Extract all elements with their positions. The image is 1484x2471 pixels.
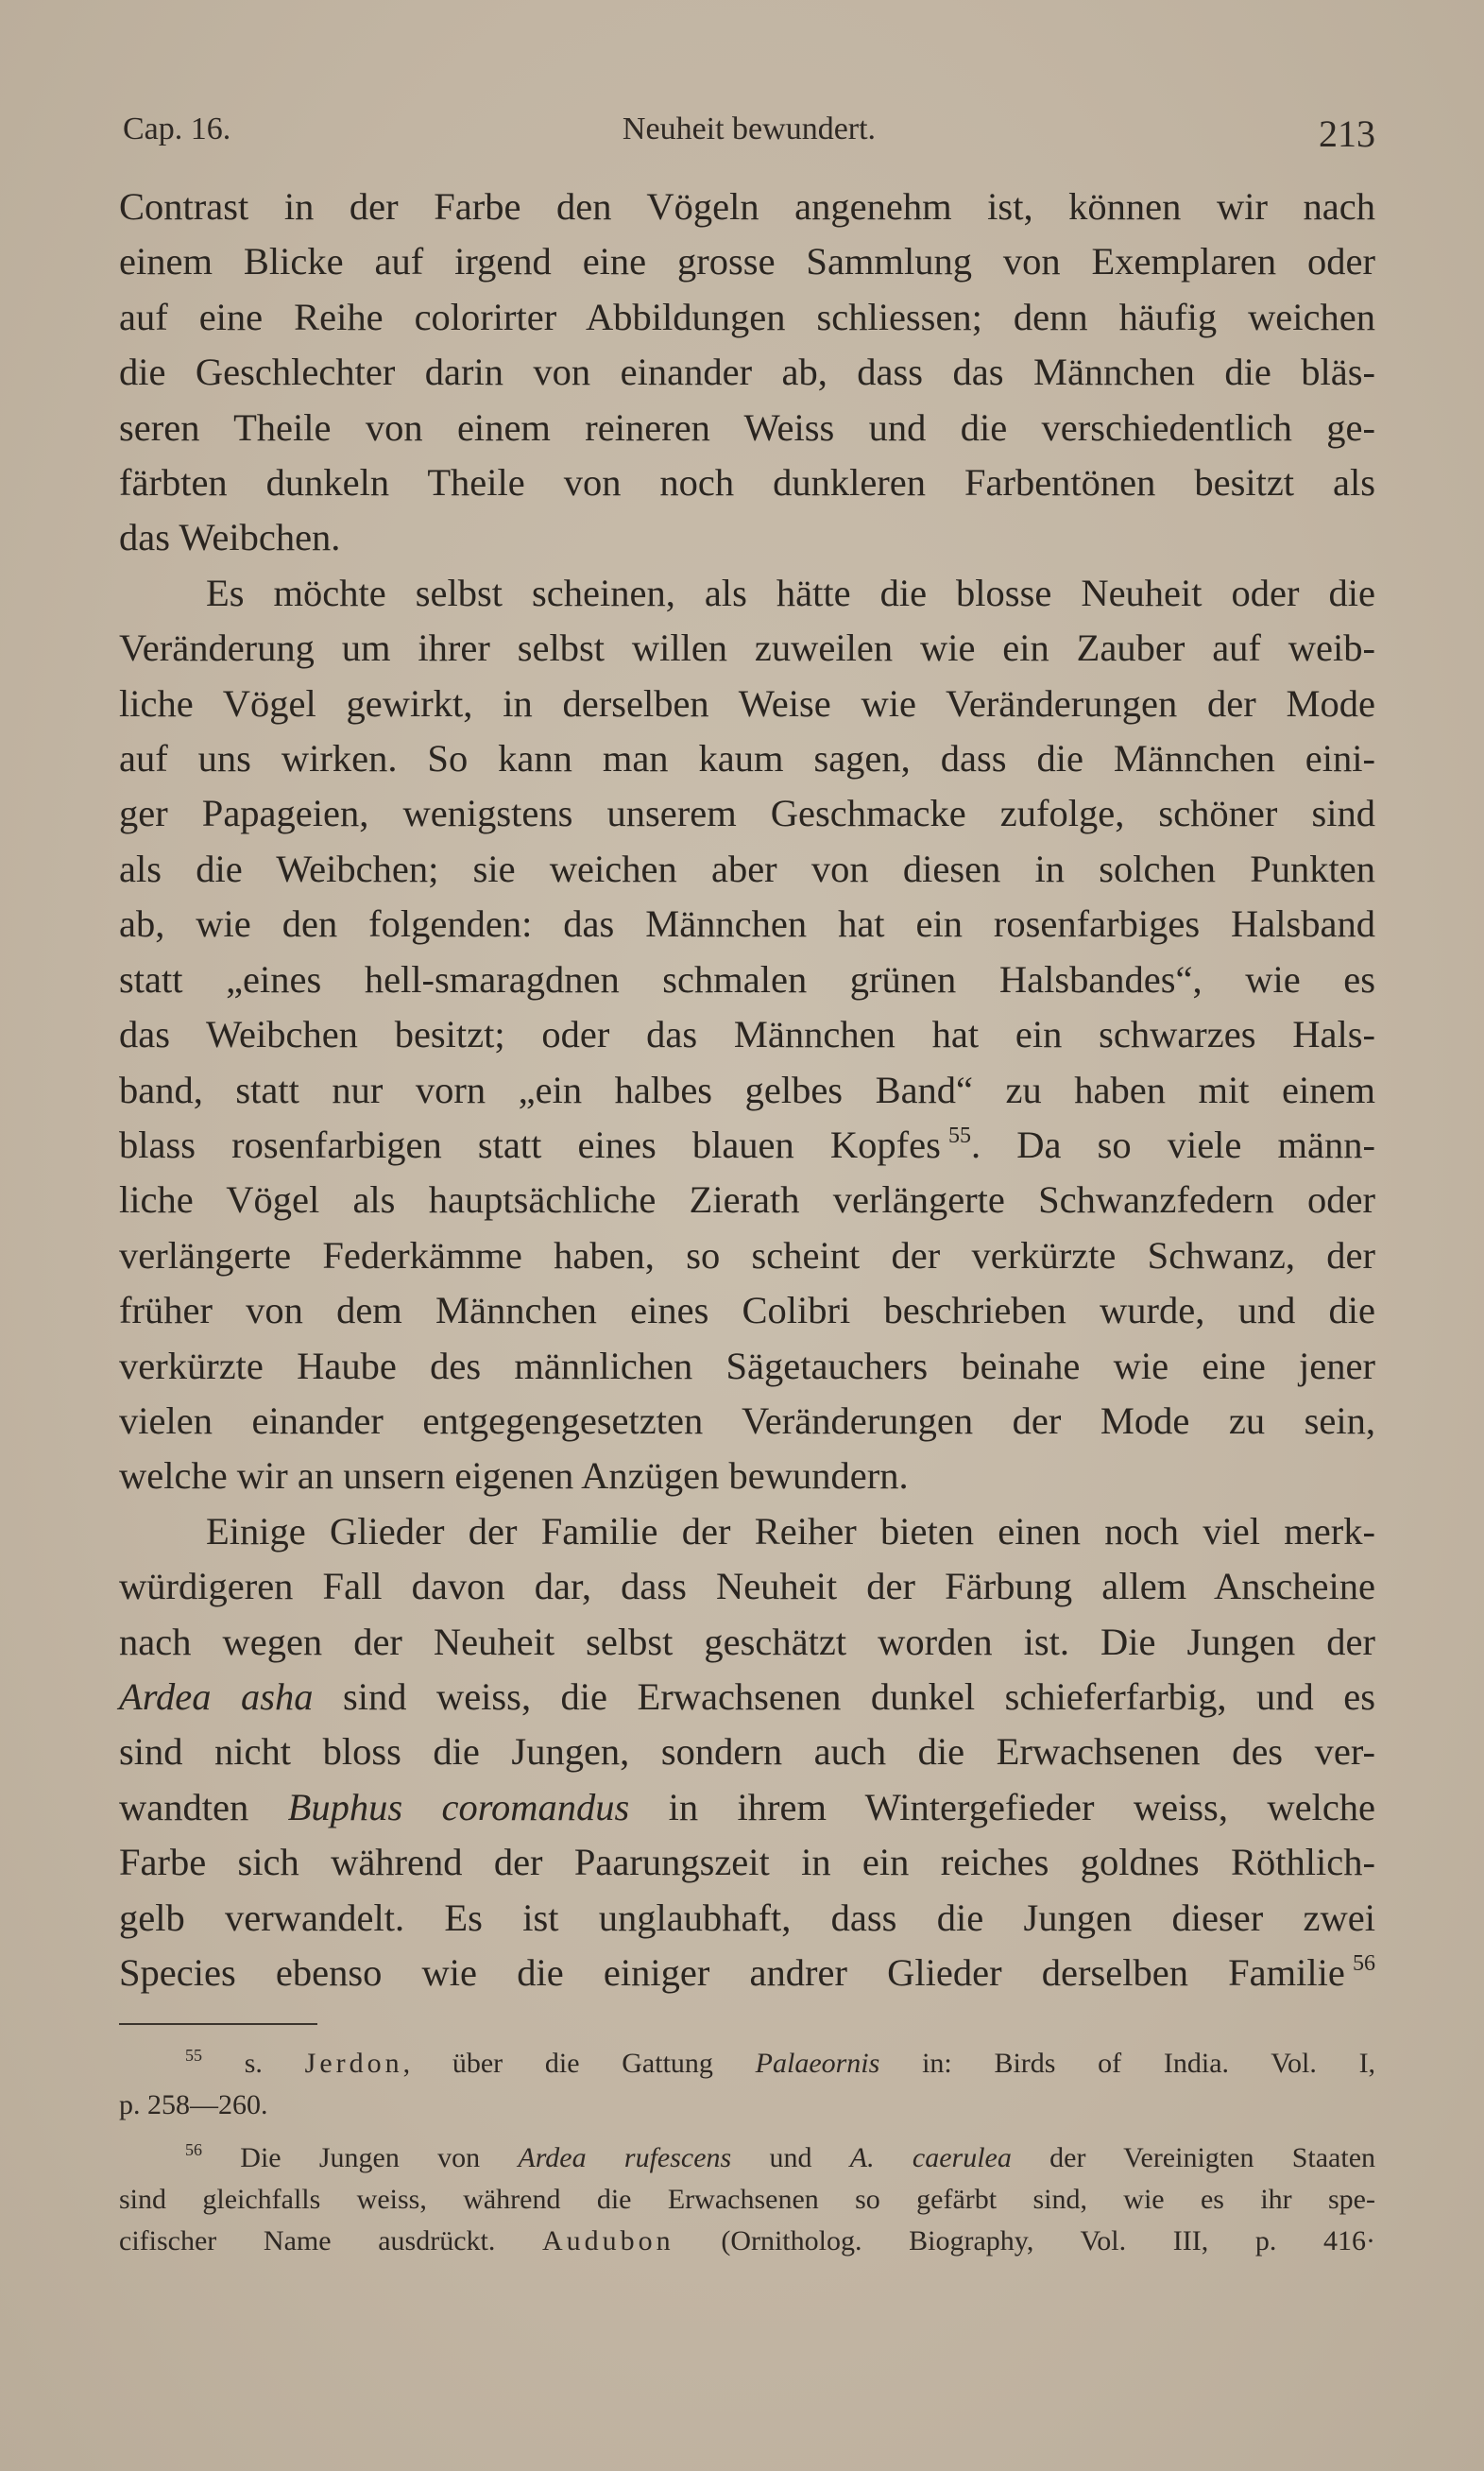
footnote-line: [119, 2221, 1375, 2262]
text-line-with-note: [119, 1946, 1375, 2000]
text-line: welche wir an unsern eigenen Anzügen bewundern.: [119, 1454, 909, 1498]
species-name: Ardea asha: [119, 1674, 314, 1718]
text-line: Veränderung um ihrer selbst willen zuweilen wie ein Zauber auf weib-: [119, 626, 1375, 670]
text-line: seren Theile von einem reineren Weiss und die verschiedentlich ge-: [119, 405, 1375, 449]
footnote-56: [119, 2137, 1375, 2262]
text-segment: wandten: [119, 1785, 249, 1828]
text-segment: (Ornitholog. Biography, Vol. III, p. 416·: [721, 2225, 1375, 2257]
footnote-marker: 56: [185, 2140, 202, 2159]
text-line: verkürzte Haube des männlichen Sägetauchers beinahe wie eine jener: [119, 1344, 1375, 1387]
footnote-line: [119, 2137, 1375, 2179]
text-line: früher von dem Männchen eines Colibri beschrieben wurde, und die: [119, 1289, 1375, 1332]
text-segment: , über die Gattung: [402, 2048, 713, 2079]
text-segment: Species ebenso wie die einiger andrer Glieder derselben Familie: [119, 1951, 1345, 1994]
footnote-marker: 55: [185, 2046, 202, 2065]
text-line: liche Vögel als hauptsächliche Zierath verlängerte Schwanzfedern oder: [119, 1178, 1375, 1222]
text-line-with-note: [119, 1118, 1375, 1173]
footnote-line: sind gleichfalls weiss, während die Erwachsenen so gefärbt sind, wie es ihr spe-: [119, 2184, 1375, 2215]
text-line: färbten dunkeln Theile von noch dunkleren Farbentönen besitzt als: [119, 461, 1375, 505]
text-segment: der Vereinigten Staaten: [1049, 2142, 1376, 2173]
footnote-55: [119, 2043, 1375, 2126]
main-text: [119, 180, 1375, 2000]
text-segment: blass rosenfarbigen statt eines blauen Kopfes: [119, 1123, 941, 1166]
text-line: ger Papageien, wenigstens unserem Geschmacke zufolge, schöner sind: [119, 792, 1375, 835]
running-header: [123, 112, 1375, 159]
genus-name: Palaeornis: [755, 2048, 880, 2079]
text-line: Einige Glieder der Familie der Reiher bieten einen noch viel merk-: [206, 1509, 1375, 1553]
paragraph-2: [119, 566, 1375, 1504]
footnote-divider: [119, 2023, 317, 2025]
text-line-with-species: [119, 1780, 1375, 1835]
paragraph-3: [119, 1504, 1375, 2001]
text-line: Contrast in der Farbe den Vögeln angenehm ist, können wir nach: [119, 185, 1375, 228]
text-line: nach wegen der Neuheit selbst geschätzt worden ist. Die Jungen der: [119, 1620, 1375, 1663]
text-line: auf uns wirken. So kann man kaum sagen, dass die Männchen eini-: [119, 737, 1375, 781]
species-name: Ardea rufescens: [518, 2142, 732, 2173]
text-segment: in ihrem Wintergefieder weiss, welche: [668, 1785, 1376, 1828]
chapter-label: Cap. 16.: [123, 112, 231, 146]
text-segment: . Da so viele männ-: [970, 1123, 1375, 1166]
text-line: statt „eines hell-smaragdnen schmalen grünen Halsbandes“, wie es: [119, 957, 1375, 1001]
footnote-line: p. 258—260.: [119, 2089, 268, 2120]
footnote-ref-55[interactable]: 55: [947, 1123, 971, 1148]
text-segment: sind weiss, die Erwachsenen dunkel schieferfarbig, und es: [342, 1674, 1376, 1718]
footnotes: [119, 2043, 1375, 2274]
text-line: sind nicht bloss die Jungen, sondern auch die Erwachsenen des ver-: [119, 1730, 1375, 1774]
text-segment: und: [769, 2142, 812, 2173]
footnote-line: [119, 2043, 1375, 2085]
text-line: gelb verwandelt. Es ist unglaubhaft, dass die Jungen dieser zwei: [119, 1896, 1375, 1939]
text-line: würdigeren Fall davon dar, dass Neuheit der Färbung allem Anscheine: [119, 1565, 1375, 1608]
text-line: einem Blicke auf irgend eine grosse Sammlung von Exemplaren oder: [119, 240, 1375, 283]
text-segment: Die Jungen von: [240, 2142, 481, 2173]
text-line: vielen einander entgegengesetzten Veränderungen der Mode zu sein,: [119, 1399, 1375, 1442]
text-line: das Weibchen besitzt; oder das Männchen hat ein schwarzes Hals-: [119, 1013, 1375, 1056]
text-line: liche Vögel gewirkt, in derselben Weise wie Veränderungen der Mode: [119, 681, 1375, 725]
species-name: Buphus coromandus: [287, 1785, 630, 1828]
text-line: Es möchte selbst scheinen, als hätte die blosse Neuheit oder die: [206, 571, 1375, 614]
text-line: Farbe sich während der Paarungszeit in ein reiches goldnes Röthlich-: [119, 1841, 1375, 1884]
footnote-ref-56[interactable]: 56: [1353, 1951, 1375, 1976]
text-line: das Weibchen.: [119, 516, 341, 559]
text-line: auf eine Reihe colorirter Abbildungen schliessen; denn häufig weichen: [119, 295, 1375, 338]
running-title: Neuheit bewundert.: [622, 112, 877, 146]
text-line: ab, wie den folgenden: das Männchen hat ein rosenfarbiges Halsband: [119, 902, 1375, 946]
text-line: band, statt nur vorn „ein halbes gelbes Band“ zu haben mit einem: [119, 1068, 1375, 1111]
text-segment: s.: [244, 2048, 263, 2079]
species-name: A. caerulea: [849, 2142, 1012, 2173]
paragraph-1: [119, 180, 1375, 566]
author-name: Jerdon: [304, 2048, 403, 2079]
text-segment: cifischer Name ausdrückt.: [119, 2225, 496, 2257]
text-line-with-species: [119, 1670, 1375, 1725]
author-name: Audubon: [542, 2225, 674, 2257]
text-line: verlängerte Federkämme haben, so scheint der verkürzte Schwanz, der: [119, 1233, 1375, 1277]
page-number: 213: [1319, 112, 1375, 155]
text-segment: in: Birds of India. Vol. I,: [922, 2048, 1376, 2079]
text-line: die Geschlechter darin von einander ab, dass das Männchen die bläs-: [119, 351, 1375, 394]
text-line: als die Weibchen; sie weichen aber von diesen in solchen Punkten: [119, 847, 1375, 890]
